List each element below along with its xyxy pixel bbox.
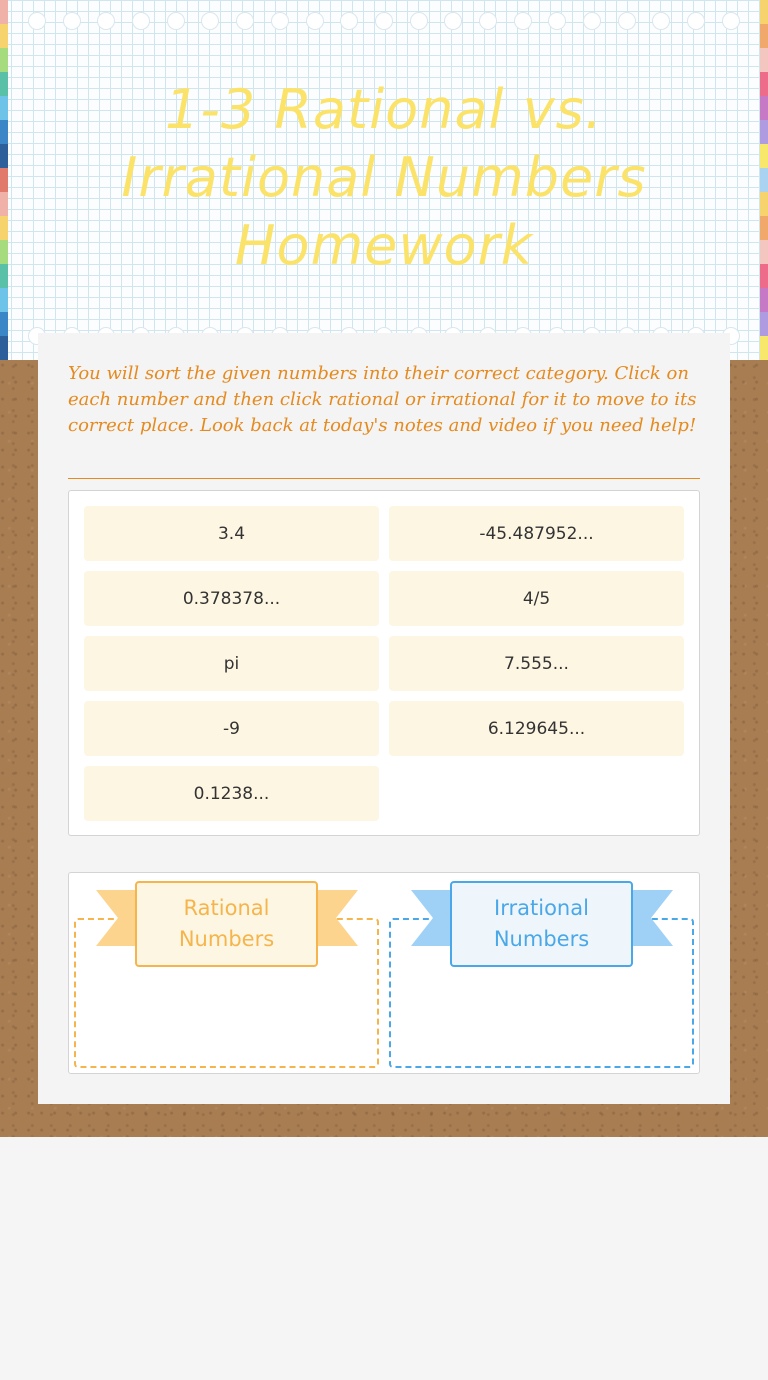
binder-hole [479, 12, 497, 30]
binder-hole [340, 12, 358, 30]
rainbow-border-left [0, 0, 8, 360]
binder-hole [652, 12, 670, 30]
number-item[interactable]: pi [84, 636, 379, 691]
number-item[interactable]: 3.4 [84, 506, 379, 561]
binder-hole [722, 12, 740, 30]
instructions-text: You will sort the given numbers into their correct category. Click on each number and then click rational or irrational for it to move to its correct place. Look back at today's notes and video if you need help! [68, 363, 697, 436]
divider [68, 478, 700, 479]
binder-holes-top [28, 12, 740, 32]
rational-category-button[interactable] [135, 881, 318, 967]
binder-hole [63, 12, 81, 30]
binder-hole [28, 12, 46, 30]
binder-hole [271, 12, 289, 30]
number-item[interactable]: -9 [84, 701, 379, 756]
binder-hole [236, 12, 254, 30]
binder-hole [687, 12, 705, 30]
irrational-label: Irrational Numbers [493, 896, 590, 951]
binder-hole [618, 12, 636, 30]
binder-hole [132, 12, 150, 30]
binder-hole [375, 12, 393, 30]
items-container [68, 490, 700, 836]
binder-hole [583, 12, 601, 30]
worksheet-card [38, 333, 730, 1104]
number-item[interactable]: -45.487952... [389, 506, 684, 561]
categories-container [68, 872, 700, 1074]
number-item[interactable]: 0.1238... [84, 766, 379, 821]
binder-hole [201, 12, 219, 30]
binder-hole [444, 12, 462, 30]
number-item[interactable]: 7.555... [389, 636, 684, 691]
page-title: 1-3 Rational vs. Irrational Numbers Homework [121, 78, 647, 277]
binder-hole [97, 12, 115, 30]
binder-hole [306, 12, 324, 30]
number-item[interactable]: 6.129645... [389, 701, 684, 756]
rainbow-border-right [760, 0, 768, 360]
number-item[interactable]: 0.378378... [84, 571, 379, 626]
binder-hole [514, 12, 532, 30]
irrational-category-button[interactable] [450, 881, 633, 967]
binder-hole [410, 12, 428, 30]
rational-label: Rational Numbers [178, 896, 275, 951]
binder-hole [548, 12, 566, 30]
header-graph-paper [0, 0, 768, 360]
number-item[interactable]: 4/5 [389, 571, 684, 626]
binder-hole [167, 12, 185, 30]
